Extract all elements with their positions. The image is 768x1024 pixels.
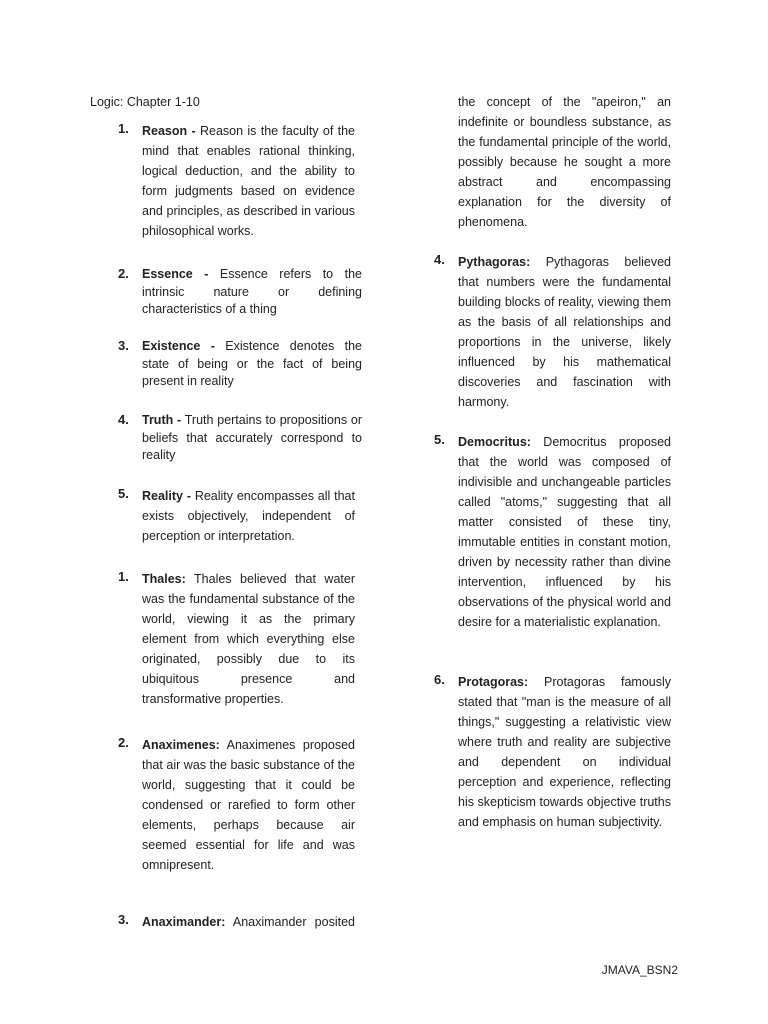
philosopher-number: 3.	[118, 912, 129, 927]
anaximander-continuation: the concept of the "apeiron," an indefinite or boundless substance, as the fundamental principle of the world, possibly because he sought a more abstract and encompassing explanation for the diversity of phenomena.	[458, 95, 671, 229]
page-footer: JMAVA_BSN2	[601, 963, 678, 977]
concept-term: Existence -	[142, 339, 215, 353]
concept-paragraph	[142, 266, 362, 319]
concept-text: Reason is the faculty of the mind that enables rational thinking, logical deduction, and the ability to form judgments based on evidence and principles, as described in various philosophical works.	[142, 124, 355, 238]
philosopher-number: 2.	[118, 735, 129, 750]
concept-text: Essence refers to the intrinsic nature or defining characteristics of a thing	[142, 267, 362, 316]
philosopher-number: 1.	[118, 569, 129, 584]
philosopher-text: Anaximenes proposed that air was the basic substance of the world, suggesting that it could be condensed or rarefied to form other elements, perhaps because air seemed essential for life and was omnipresent.	[142, 738, 355, 872]
concept-term: Reason -	[142, 124, 196, 138]
concept-term: Essence -	[142, 267, 209, 281]
philosopher-paragraph	[142, 735, 355, 875]
philosopher-text: Pythagoras believed that numbers were the fundamental building blocks of reality, viewing them as the basis of all relationships and proportions in the universe, likely influenced by his mathematical discoveries and fascination with harmony.	[458, 255, 671, 409]
philosopher-name: Protagoras:	[458, 675, 529, 689]
philosopher-number: 6.	[434, 672, 445, 687]
philosopher-text: Anaximander posited	[232, 915, 355, 929]
document-title: Logic: Chapter 1-10	[90, 95, 200, 109]
concept-term: Reality -	[142, 489, 191, 503]
philosopher-paragraph	[458, 672, 671, 832]
philosopher-name: Anaximenes:	[142, 738, 220, 752]
concept-paragraph	[142, 412, 362, 465]
concept-number: 2.	[118, 266, 129, 281]
philosopher-paragraph	[142, 569, 355, 709]
philosopher-name: Pythagoras:	[458, 255, 531, 269]
concept-text: Reality encompasses all that exists objectively, independent of perception or interpretation.	[142, 489, 355, 543]
philosopher-text: Thales believed that water was the fundamental substance of the world, viewing it as the primary element from which everything else originated, possibly due to its ubiquitous presence and transformative properties.	[142, 572, 355, 706]
concept-number: 3.	[118, 338, 129, 353]
concept-term: Truth -	[142, 413, 182, 427]
concept-paragraph	[142, 338, 362, 391]
philosopher-paragraph	[458, 252, 671, 412]
philosopher-number: 5.	[434, 432, 445, 447]
concept-number: 1.	[118, 121, 129, 136]
concept-number: 4.	[118, 412, 129, 427]
concept-paragraph	[142, 121, 355, 241]
philosopher-name: Thales:	[142, 572, 186, 586]
concept-text: Existence denotes the state of being or the fact of being present in reality	[142, 339, 362, 388]
philosopher-paragraph	[458, 432, 671, 632]
philosopher-text: Protagoras famously stated that "man is the measure of all things," suggesting a relativistic view where truth and reality are subjective and dependent on individual perception and experience, reflecting his skepticism towards objective truths and emphasis on human subjectivity.	[458, 675, 671, 829]
philosopher-text: Democritus proposed that the world was composed of indivisible and unchangeable particles called "atoms," suggesting that all matter consisted of these tiny, immutable entities in constant motion, driven by necessity rather than divine intervention, influenced by his observations of the physical world and desire for a materialistic explanation.	[458, 435, 671, 629]
philosopher-number: 4.	[434, 252, 445, 267]
philosopher-name: Anaximander:	[142, 915, 226, 929]
concept-text: Truth pertains to propositions or beliefs that accurately correspond to reality	[142, 413, 362, 462]
concept-number: 5.	[118, 486, 129, 501]
philosopher-name: Democritus:	[458, 435, 531, 449]
concept-paragraph	[142, 486, 355, 546]
philosopher-paragraph	[142, 912, 355, 932]
